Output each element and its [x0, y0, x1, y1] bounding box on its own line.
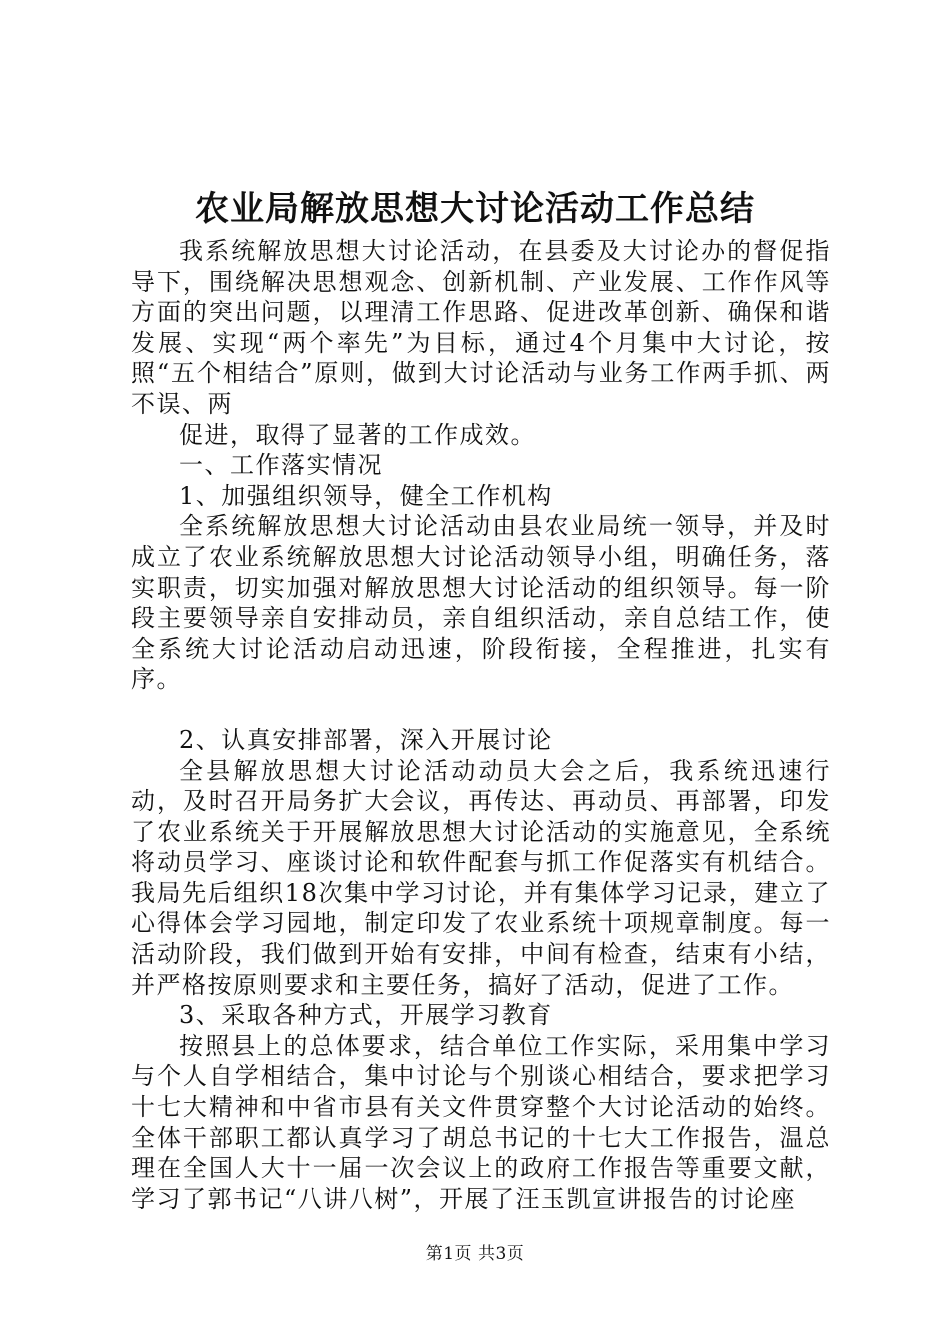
page-footer: 第1页 共3页	[425, 1244, 525, 1264]
paragraph-study-methods: 按照县上的总体要求，结合单位工作实际，采用集中学习与个人自学相结合，集中讨论与个别谈心相结合，要求把学习十七大精神和中省市县有关文件贯穿整个大讨论活动的始终。全体干部职工都认真学习了胡总书记的十七大工作报告，温总理在全国人大十一届一次会议上的政府工作报告等重要文献，学习了郭书记“八讲八树”，开展了汪玉凯宣讲报告的讨论座	[131, 1031, 831, 1213]
paragraph-intro: 我系统解放思想大讨论活动，在县委及大讨论办的督促指导下，围绕解决思想观念、创新机制、产业发展、工作作风等方面的突出问题，以理清工作思路、促进改革创新、确保和谐发展、实现“两个率先”为目标，通过4个月集中大讨论，按照“五个相结合”原则，做到大讨论活动与业务工作两手抓、两不误、两	[131, 237, 831, 418]
paragraph-deployment: 全县解放思想大讨论活动动员大会之后，我系统迅速行动，及时召开局务扩大会议，再传达、再动员、再部署，印发了农业系统关于开展解放思想大讨论活动的实施意见，全系统将动员学习、座谈讨论和软件配套与抓工作促落实有机结合。我局先后组织18次集中学习讨论，并有集体学习记录，建立了心得体会学习园地，制定印发了农业系统十项规章制度。每一活动阶段，我们做到开始有安排，中间有检查，结束有小结，并严格按原则要求和主要任务，搞好了活动，促进了工作。	[131, 756, 831, 999]
paragraph-organization: 全系统解放思想大讨论活动由县农业局统一领导，并及时成立了农业系统解放思想大讨论活动领导小组，明确任务，落实职责，切实加强对解放思想大讨论活动的组织领导。每一阶段主要领导亲自安排动员，亲自组织活动，亲自总结工作，使全系统大讨论活动启动迅速，阶段衔接，全程推进，扎实有序。	[131, 512, 831, 694]
subheading-deployment: 2、认真安排部署，深入开展讨论	[179, 725, 553, 754]
subheading-organization: 1、加强组织领导，健全工作机构	[179, 481, 553, 510]
document-title: 农业局解放思想大讨论活动工作总结	[195, 189, 755, 229]
paragraph-intro-continued: 促进，取得了显著的工作成效。	[179, 420, 536, 449]
subheading-study-methods: 3、采取各种方式，开展学习教育	[179, 1001, 553, 1030]
section-heading-work-status: 一、工作落实情况	[179, 451, 383, 480]
document-body	[131, 236, 831, 1214]
